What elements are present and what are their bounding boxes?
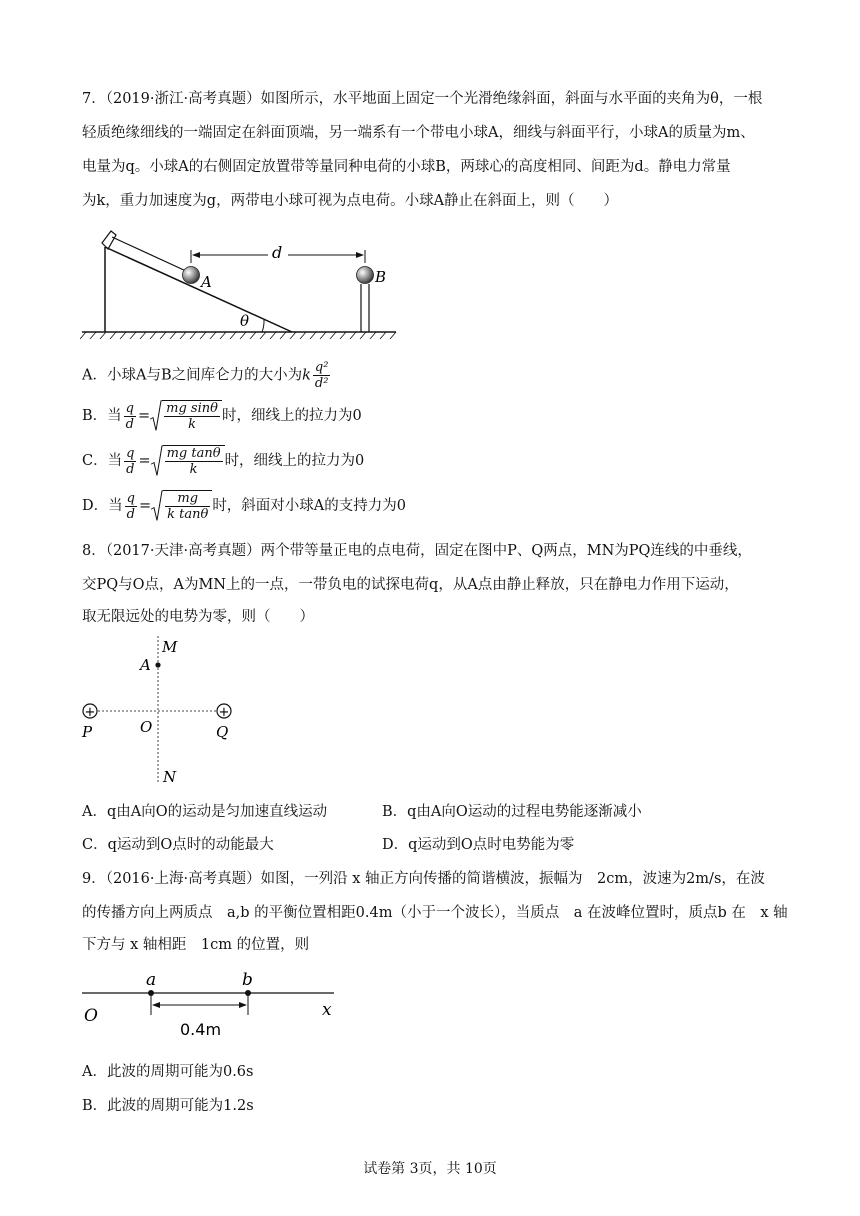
q9-wave-figure — [78, 965, 358, 1040]
q8-line-3: 取无限远处的电势为零，则（ ） — [82, 609, 314, 625]
q9-line-1: 9．（2016·上海·高考真题）如图，一列沿 x 轴正方向传播的简谐横波，振幅为 2cm，波速为2m/s，在波 — [82, 871, 765, 887]
q8-O-label: O — [140, 718, 153, 736]
q8-option-b: B．q由A向O运动的过程电势能逐渐减小 — [382, 804, 642, 820]
q9-line-2: 的传播方向上两质点 a,b 的平衡位置相距0.4m（小于一个波长），当质点 a 在波峰位置时，质点b 在 x 轴 — [82, 905, 788, 921]
q8-Q-plus: + — [218, 705, 230, 720]
q7-line-3: 电量为q。小球A的右侧固定放置带等量同种电荷的小球B，两球心的高度相同、间距为d。静电力常量 — [82, 159, 731, 175]
q7-line-4: 为k，重力加速度为g，两带电小球可视为点电荷。小球A静止在斜面上，则（ ） — [82, 193, 619, 209]
q8-option-d: D．q运动到O点时电势能为零 — [382, 837, 575, 853]
q8-A-label: A — [140, 656, 151, 674]
q7-incline-figure — [80, 225, 400, 340]
q8-P-plus: + — [84, 705, 96, 720]
q8-line-1: 8．（2017·天津·高考真题）两个带等量正电的点电荷，固定在图中P、Q两点，MN为PQ连线的中垂线， — [82, 543, 752, 559]
q9-a-label: a — [146, 970, 157, 990]
q7-theta-label: θ — [240, 312, 250, 330]
q7-option-b: B．当 $\frac{q}{d}$ = $\frac{\text{mg sinθ}}{k}$ 时，细线上的拉力为0 — [82, 400, 362, 432]
q7-line-1: 7．（2019·浙江·高考真题）如图所示，水平地面上固定一个光滑绝缘斜面，斜面与水平面的夹角为θ，一根 — [82, 91, 763, 107]
q7-d-label: d — [272, 243, 283, 262]
q8-line-2: 交PQ与O点，A为MN上的一点，一带负电的试探电荷q，从A点由静止释放，只在静电力作用下运动， — [82, 577, 739, 593]
q7-option-d: D．当 $\frac{q}{d}$ = $\frac{mg}{\text{k tanθ}}$ 时，斜面对小球A的支持力为0 — [82, 490, 407, 522]
q8-option-a: A．q由A向O的运动是匀加速直线运动 — [82, 804, 328, 820]
q9-O-label: O — [84, 1006, 98, 1026]
q9-b-label: b — [242, 970, 253, 990]
q7-option-a: A．小球A与B之间库仑力的大小为k $\frac{\text{q²}}{\text{d²}}$ — [82, 360, 329, 391]
q9-x-label: x — [322, 1000, 332, 1020]
q8-option-c: C．q运动到O点时的动能最大 — [82, 837, 274, 853]
q8-P-label: P — [82, 723, 93, 741]
q8-Q-label: Q — [216, 723, 229, 741]
q9-option-a: A．此波的周期可能为0.6s — [82, 1064, 254, 1080]
q7-line-2: 轻质绝缘细线的一端固定在斜面顶端，另一端系有一个带电小球A，细线与斜面平行，小球A的质量为m、 — [82, 125, 755, 141]
q8-M-label: M — [162, 638, 178, 656]
q8-N-label: N — [163, 768, 177, 786]
q9-distance-label: 0.4m — [180, 1020, 222, 1039]
page-footer: 试卷第 3页，共 10页 — [363, 1161, 497, 1177]
q7-option-c: C．当 $\frac{q}{d}$ = $\frac{\text{mg tanθ}}{k}$ 时，细线上的拉力为0 — [82, 445, 365, 477]
q8-charges-figure — [78, 630, 248, 790]
q7-A-label: A — [201, 273, 212, 291]
q9-option-b: B．此波的周期可能为1.2s — [82, 1098, 254, 1114]
q7-B-label: B — [375, 268, 387, 286]
q9-line-3: 下方与 x 轴相距 1cm 的位置，则 — [82, 937, 310, 953]
